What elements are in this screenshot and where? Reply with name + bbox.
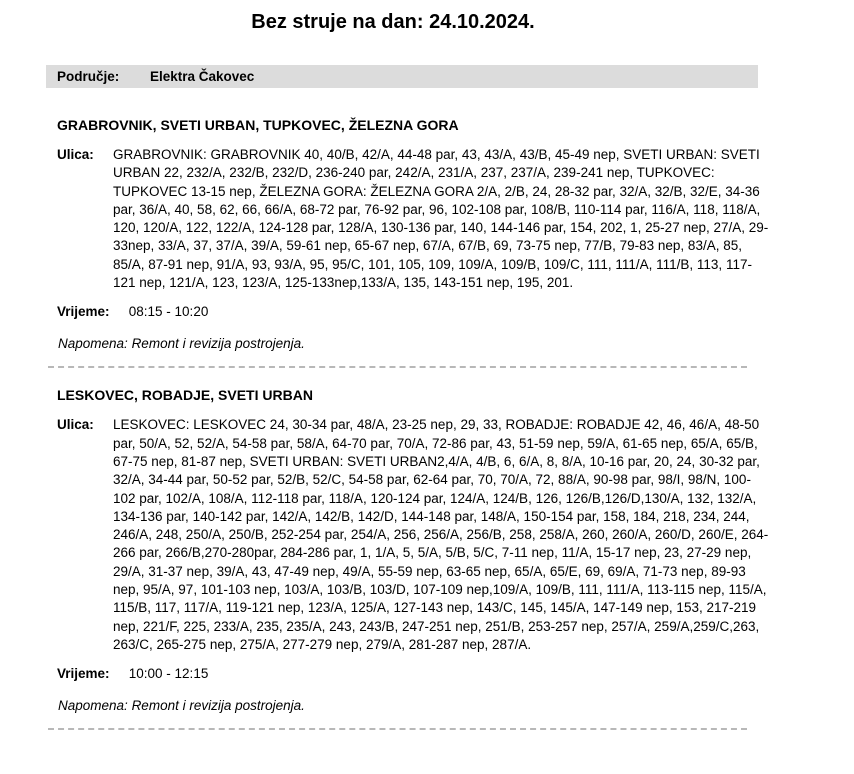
section-divider [48, 728, 747, 730]
section-heading: GRABROVNIK, SVETI URBAN, TUPKOVEC, ŽELEZNA GORA [57, 117, 459, 133]
street-list: LESKOVEC: LESKOVEC 24, 30-34 par, 48/A, 23-25 nep, 29, 33, ROBADJE: ROBADJE 42, 46, 46/A, 48-50 par, 50/A, 52, 52/A, 54-58 par, 58/A, 64-70 par, 70/A, 72-86 par, 43, 51-59 nep, 59/A, 61-65 nep, 65/A, 65/B, 67-75 nep, 81-87 nep, SVETI URBAN: SVETI URBAN2,4/A, 4/B, 6, 6/A, 8, 8/A, 10-16 par, 20, 24, 30-32 par, 32/A, 34-44 par, 50-52 par, 52/B, 52/C, 54-58 par, 62-64 par, 70, 70/A, 72, 88/A, 90-98 par, 98/I, 98/N, 100-102 par, 102/A, 108/A, 112-118 par, 118/A, 120-124 par, 124/A, 124/B, 126, 126/B,126/D,130/A, 132, 132/A, 134-136 par, 140-142 par, 142/A, 142/B, 142/D, 144-148 par, 148/A, 150-154 par, 158, 184, 218, 234, 244, 246/A, 248, 250/A, 250/B, 252-254 par, 254/A, 256, 256/A, 256/B, 258, 258/A, 260, 260/A, 260/D, 260/E, 264-266 par, 266/B,270-280par, 284-286 par, 1, 1/A, 5, 5/A, 5/B, 5/C, 7-11 nep, 11/A, 15-17 nep, 23, 27-29 nep, 29/A, 31-37 nep, 39/A, 43, 47-49 nep, 49/A, 55-59 nep, 63-65 nep, 65/A, 65/E, 69, 69/A, 71-73 nep, 89-93 nep, 95/A, 97, 101-103 nep, 103/A, 103/B, 103/D, 107-109 nep,109/A, 109/B, 111, 111/A, 113-115 nep, 115/A, 115/B, 117, 117/A, 119-121 nep, 123/A, 125/A, 127-143 nep, 143/C, 145, 145/A, 147-149 nep, 153, 217-219 nep, 221/F, 225, 233/A, 235, 235/A, 243, 243/B, 247-251 nep, 251/B, 253-257 nep, 257/A, 259/A,259/C,263, 263/C, 265-275 nep, 275/A, 277-279 nep, 279/A, 281-287 nep, 287/A. [113, 417, 769, 652]
time-label: Vrijeme: [57, 304, 110, 320]
time-label: Vrijeme: [57, 666, 110, 682]
streets-row [57, 416, 854, 654]
note-text: Remont i revizija postrojenja. [131, 336, 305, 352]
note-line [58, 336, 854, 351]
time-row [57, 304, 854, 319]
area-bar [46, 65, 758, 88]
section-divider [48, 366, 747, 368]
note-label: Napomena: [58, 698, 128, 714]
note-line [58, 698, 854, 713]
outage-section-leskovec [0, 387, 854, 730]
page-title: Bez struje na dan: 24.10.2024. [251, 11, 535, 33]
street-label: Ulica: [57, 147, 94, 162]
time-row [57, 666, 854, 681]
note-text: Remont i revizija postrojenja. [131, 698, 305, 714]
time-value: 10:00 - 12:15 [128, 666, 209, 682]
time-value: 08:15 - 10:20 [128, 304, 209, 320]
note-label: Napomena: [58, 336, 128, 352]
area-label: Područje: [57, 69, 120, 84]
street-list: GRABROVNIK: GRABROVNIK 40, 40/B, 42/A, 44-48 par, 43, 43/A, 43/B, 45-49 nep, SVETI URBAN: SVETI URBAN 22, 232/A, 232/B, 232/D, 236-240 par, 242/A, 231/A, 237, 237/A, 239-241 nep, TUPKOVEC: TUPKOVEC 13-15 nep, ŽELEZNA GORA: ŽELEZNA GORA 2/A, 2/B, 24, 28-32 par, 32/A, 32/B, 32/E, 34-36 par, 36/A, 40, 58, 62, 66, 66/A, 68-72 par, 76-92 par, 96, 102-108 par, 108/B, 110-114 par, 116/A, 118, 118/A, 120, 120/A, 122, 122/A, 124-128 par, 128/A, 130-136 par, 140, 144-146 par, 154, 202, 1, 25-27 nep, 27/A, 29-33nep, 33/A, 37, 37/A, 39/A, 59-61 nep, 65-67 nep, 67/A, 67/B, 69, 73-75 nep, 77/B, 79-83 nep, 83/A, 85, 85/A, 87-91 nep, 91/A, 93, 93/A, 95, 95/C, 101, 105, 109, 109/A, 109/B, 109/C, 111, 111/A, 111/B, 113, 117-121 nep, 121/A, 123, 123/A, 125-133nep,133/A, 135, 143-151 nep, 195, 201. [113, 147, 769, 291]
section-heading: LESKOVEC, ROBADJE, SVETI URBAN [57, 387, 313, 404]
area-value: Elektra Čakovec [150, 69, 255, 84]
streets-row [57, 146, 854, 292]
outage-section-grabrovnik [0, 117, 854, 368]
street-label: Ulica: [57, 417, 94, 433]
